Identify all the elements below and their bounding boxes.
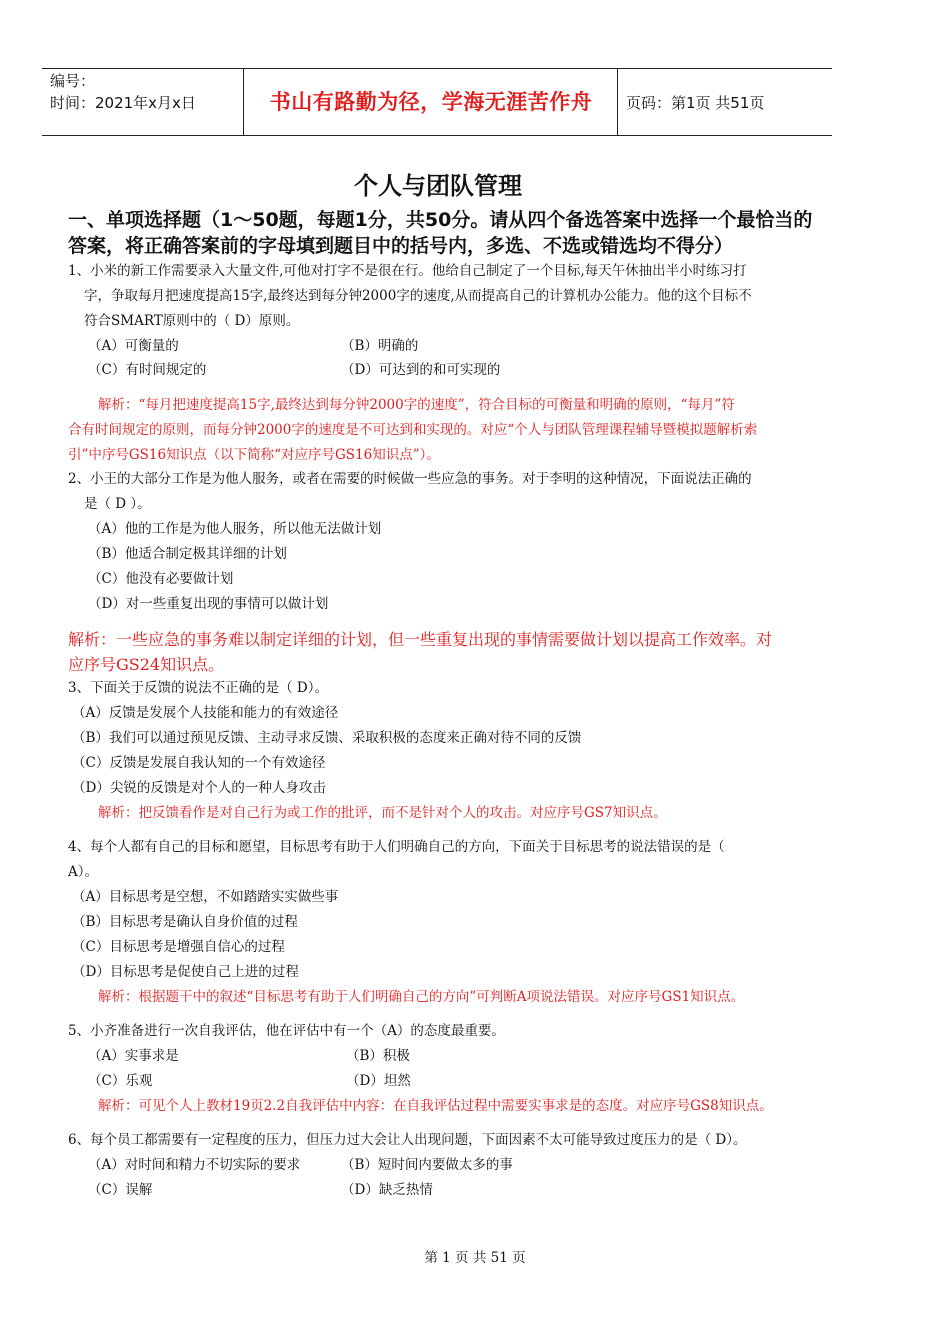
- option-a: （A）可衡量的: [88, 338, 179, 354]
- question-5: 5、小齐准备进行一次自我评估，他在评估中有一个（A）的态度最重要。: [68, 1023, 505, 1039]
- header-divider-2: [617, 68, 618, 136]
- option-c: （C）反馈是发展自我认知的一个有效途径: [72, 755, 326, 771]
- explanation-line: 应序号GS24知识点。: [68, 655, 225, 674]
- explanation-line: 合有时间规定的原则，而每分钟2000字的速度是不可达到和实现的。对应“个人与团队管理课程辅导暨模拟题解析索: [68, 422, 758, 438]
- question-stem-line: A）。: [68, 864, 98, 880]
- page-info: 页码：第1页 共51页: [626, 94, 765, 112]
- option-a: （A）对时间和精力不切实际的要求: [88, 1157, 301, 1173]
- question-stem-line: 4、每个人都有自己的目标和愿望，目标思考有助于人们明确自己的方向，下面关于目标思考的说法错误的是（: [68, 839, 725, 855]
- option-a: （A）他的工作是为他人服务，所以他无法做计划: [88, 521, 382, 537]
- option-b: （B）目标思考是确认自身价值的过程: [72, 914, 298, 930]
- option-b: （B）短时间内要做太多的事: [341, 1157, 513, 1173]
- option-c: （C）他没有必要做计划: [88, 571, 234, 587]
- time-label: 时间：2021年x月x日: [50, 94, 196, 112]
- number-label: 编号：: [50, 72, 96, 90]
- explanation-3: 解析：把反馈看作是对自己行为或工作的批评，而不是针对个人的攻击。对应序号GS7知识点。: [98, 805, 667, 821]
- option-c: （C）有时间规定的: [88, 362, 207, 378]
- explanation-line: 解析：“每月把速度提高15字,最终达到每分钟2000字的速度”，符合目标的可衡量和明确的原则，“每月”符: [98, 397, 735, 413]
- explanation-1: [68, 393, 838, 468]
- section-heading: 一、单项选择题（1～50题，每题1分，共50分。请从四个备选答案中选择一个最恰当的答案，将正确答案前的字母填到题目中的括号内，多选、不选或错选均不得分）: [68, 209, 813, 257]
- question-6: 6、每个员工都需要有一定程度的压力，但压力过大会让人出现问题，下面因素不太可能导致过度压力的是（ D）。: [68, 1132, 747, 1148]
- option-d: （D）目标思考是促使自己上进的过程: [72, 964, 299, 980]
- motto: 书山有路勤为径，学海无涯苦作舟: [269, 90, 593, 114]
- document-title: 个人与团队管理: [354, 172, 522, 200]
- explanation-2: [68, 627, 838, 677]
- page-footer: 第 1 页 共 51 页: [424, 1250, 526, 1266]
- option-a: （A）反馈是发展个人技能和能力的有效途径: [72, 705, 339, 721]
- option-d: （D）缺乏热情: [341, 1182, 433, 1198]
- question-stem-line: 1、小米的新工作需要录入大量文件,可他对打字不是很在行。他给自己制定了一个目标,每天午休抽出半小时练习打: [68, 263, 747, 279]
- question-4: [68, 835, 838, 885]
- question-stem-line: 2、小王的大部分工作是为他人服务，或者在需要的时候做一些应急的事务。对于李明的这种情况，下面说法正确的: [68, 471, 752, 487]
- question-3: 3、下面关于反馈的说法不正确的是（ D）。: [68, 680, 328, 696]
- option-b: （B）积极: [346, 1048, 410, 1064]
- header-divider-1: [243, 68, 244, 136]
- question-1: [68, 259, 828, 334]
- question-stem-line: 是（ D ）。: [84, 496, 151, 512]
- option-d: （D）可达到的和可实现的: [341, 362, 501, 378]
- question-stem-line: 字，争取每月把速度提高15字,最终达到每分钟2000字的速度,从而提高自己的计算机办公能力。他的这个目标不: [84, 288, 752, 304]
- explanation-4: 解析：根据题干中的叙述“目标思考有助于人们明确自己的方向”可判断A项说法错误。对应序号GS1知识点。: [98, 989, 745, 1005]
- question-2: [68, 467, 828, 517]
- option-c: （C）误解: [88, 1182, 153, 1198]
- option-b: （B）我们可以通过预见反馈、主动寻求反馈、采取积极的态度来正确对待不同的反馈: [72, 730, 582, 746]
- header-bottom-rule: [42, 135, 832, 136]
- explanation-line: 解析：一些应急的事务难以制定详细的计划，但一些重复出现的事情需要做计划以提高工作效率。对: [68, 630, 773, 649]
- option-a: （A）实事求是: [88, 1048, 179, 1064]
- explanation-5: 解析：可见个人上教材19页2.2自我评估中内容：在自我评估过程中需要实事求是的态度。对应序号GS8知识点。: [98, 1098, 773, 1114]
- explanation-line: 引”中序号GS16知识点（以下简称“对应序号GS16知识点”）。: [68, 447, 440, 463]
- header-left-cell: [50, 70, 240, 114]
- option-a: （A）目标思考是空想，不如踏踏实实做些事: [72, 889, 339, 905]
- option-c: （C）目标思考是增强自信心的过程: [72, 939, 285, 955]
- option-d: （D）尖锐的反馈是对个人的一种人身攻击: [72, 780, 326, 796]
- option-d: （D）对一些重复出现的事情可以做计划: [88, 596, 329, 612]
- option-b: （B）明确的: [341, 338, 419, 354]
- option-d: （D）坦然: [346, 1073, 411, 1089]
- option-b: （B）他适合制定极其详细的计划: [88, 546, 287, 562]
- header-top-rule: [42, 68, 832, 69]
- question-stem-line: 符合SMART原则中的（ D）原则。: [84, 313, 300, 329]
- option-c: （C）乐观: [88, 1073, 153, 1089]
